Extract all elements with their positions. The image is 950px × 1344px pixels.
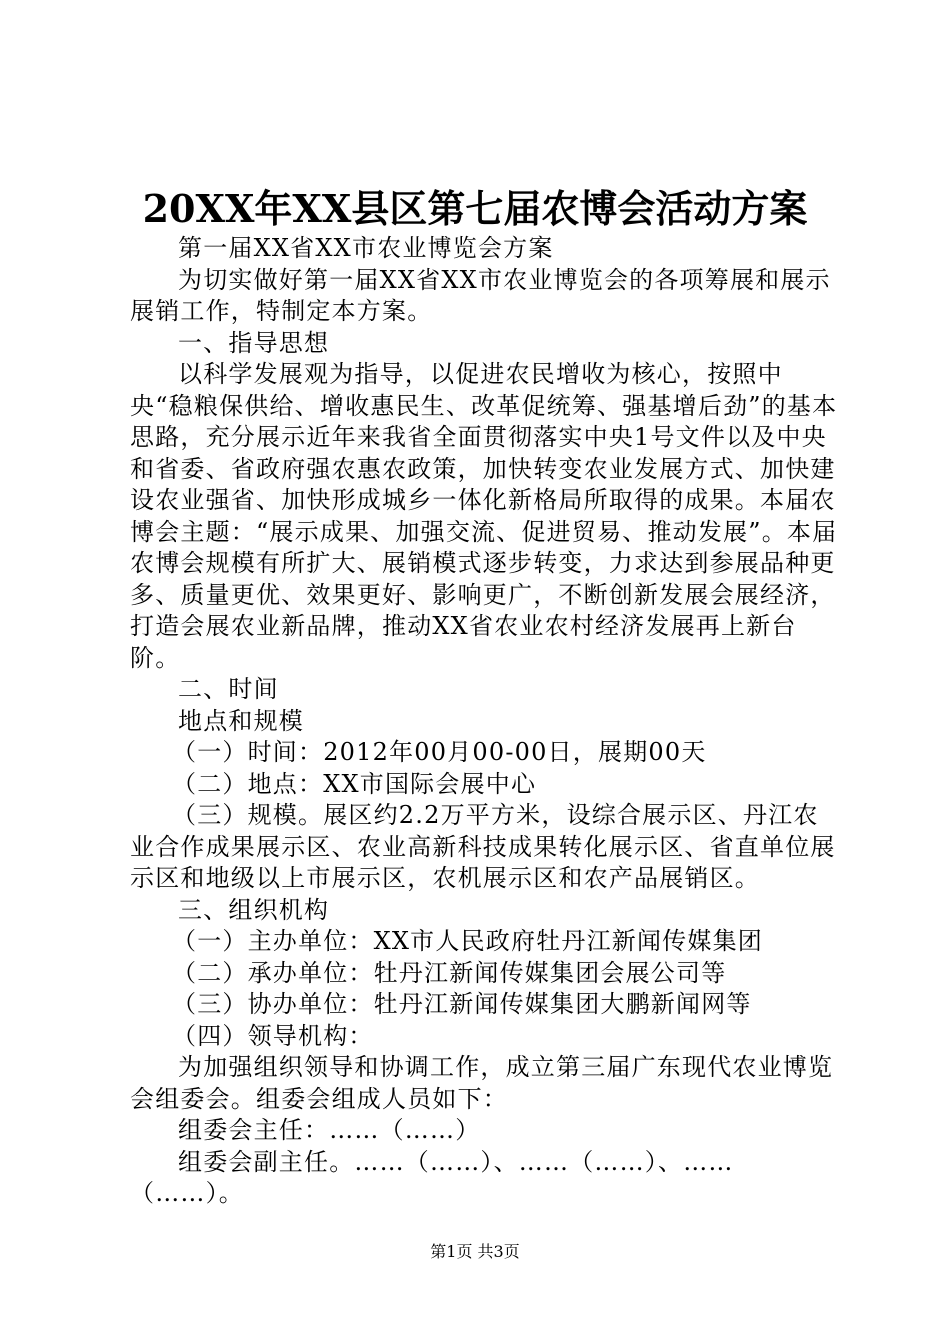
paragraph-committee: 为加强组织领导和协调工作，成立第三届广东现代农业博览会组委会。组委会组成人员如下： bbox=[130, 1053, 834, 1113]
document-body bbox=[130, 233, 840, 1210]
committee-deputy-director: 组委会副主任。……（……）、……（……）、……（……）。 bbox=[130, 1147, 734, 1207]
heading-time: 二、时间 bbox=[178, 675, 279, 703]
item-leadership: （四）领导机构： bbox=[172, 1021, 374, 1050]
item-location: （二）地点：XX市国际会展中心 bbox=[172, 769, 537, 798]
item-organizer: （一）主办单位：XX市人民政府牡丹江新闻传媒集团 bbox=[172, 927, 763, 955]
committee-director: 组委会主任：……（……） bbox=[178, 1116, 481, 1144]
heading-guiding-ideology: 一、指导思想 bbox=[178, 328, 330, 357]
item-undertaker: （二）承办单位：牡丹江新闻传媒集团会展公司等 bbox=[172, 958, 727, 987]
item-scale: （三）规模。展区约2.2万平方米，设综合展示区、丹江农业合作成果展示区、农业高新科技成果转化展示区、省直单位展示区和地级以上市展示区，农机展示区和农产品展销区。 bbox=[130, 801, 836, 892]
page-number: 第1页 共3页 bbox=[430, 1242, 520, 1261]
paragraph-plan-name: 第一届XX省XX市农业博览会方案 bbox=[178, 234, 554, 262]
paragraph-intro: 为切实做好第一届XX省XX市农业博览会的各项筹展和展示展销工作，特制定本方案。 bbox=[130, 265, 831, 325]
heading-organization: 三、组织机构 bbox=[178, 895, 330, 924]
item-time: （一）时间：2012年00月00-00日，展期00天 bbox=[172, 738, 707, 766]
item-co-organizer: （三）协办单位：牡丹江新闻传媒集团大鹏新闻网等 bbox=[172, 990, 752, 1018]
paragraph-guiding-ideology: 以科学发展观为指导，以促进农民增收为核心，按照中央“稳粮保供给、增收惠民生、改革促统筹、强基增后劲”的基本思路，充分展示近年来我省全面贯彻落实中央1号文件以及中央和省委、省政府强农惠农政策，加快转变农业发展方式、加快建设农业强省、加快形成城乡一体化新格局所取得的成果。本届农博会主题：“展示成果、加强交流、促进贸易、推动发展”。本届农博会规模有所扩大、展销模式逐步转变，力求达到参展品种更多、质量更优、效果更好、影响更广，不断创新发展会展经济，打造会展农业新品牌，推动XX省农业农村经济发展再上新台阶。 bbox=[130, 360, 838, 672]
document-title: 20XX年XX县区第七届农博会活动方案 bbox=[142, 186, 808, 231]
heading-location-scale: 地点和规模 bbox=[178, 706, 304, 735]
